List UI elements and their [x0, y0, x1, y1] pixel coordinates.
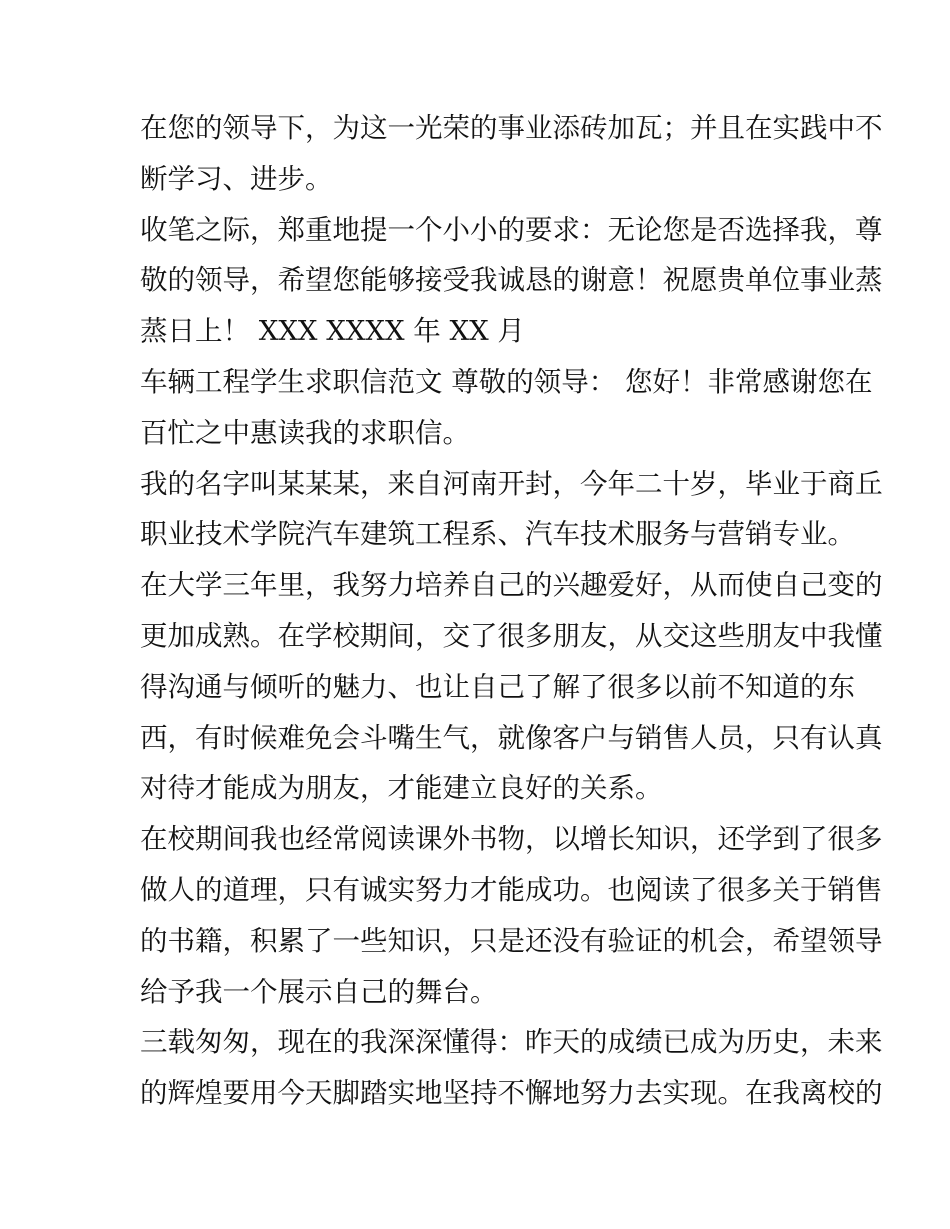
- text-line: 职业技术学院汽车建筑工程系、汽车技术服务与营销专业。: [140, 518, 855, 551]
- text-line: 西，有时候难免会斗嘴生气，就像客户与销售人员，只有认真: [140, 721, 883, 754]
- text-line: 的辉煌要用今天脚踏实地坚持不懈地努力去实现。在我离校的: [140, 1077, 883, 1110]
- text-line: 我的名字叫某某某，来自河南开封，今年二十岁，毕业于商丘: [140, 467, 883, 500]
- text-line: 更加成熟。在学校期间，交了很多朋友，从交这些朋友中我懂: [140, 620, 883, 652]
- text-line: 三载匆匆，现在的我深深懂得：昨天的成绩已成为历史，未来: [140, 1026, 883, 1059]
- text-line: 得沟通与倾听的魅力、也让自己了解了很多以前不知道的东: [140, 670, 855, 703]
- text-line: 给予我一个展示自己的舞台。: [140, 975, 498, 1008]
- text-line: 在大学三年里，我努力培养自己的兴趣爱好，从而使自己变的: [140, 569, 883, 602]
- text-line: 车辆工程学生求职信范文 尊敬的领导： 您好！非常感谢您在: [140, 366, 873, 398]
- text-line: 做人的道理，只有诚实努力才能成功。也阅读了很多关于销售: [140, 874, 883, 906]
- text-line: 敬的领导，希望您能够接受我诚恳的谢意！祝愿贵单位事业蒸: [140, 264, 883, 297]
- text-line: 断学习、进步。: [140, 162, 333, 195]
- text-line: 在校期间我也经常阅读课外书物，以增长知识，还学到了很多: [140, 823, 883, 856]
- text-line: 的书籍，积累了一些知识，只是还没有验证的机会，希望领导: [140, 924, 883, 957]
- text-line: 对待才能成为朋友，才能建立良好的关系。: [140, 772, 663, 805]
- text-line: 蒸日上！ XXX XXXX 年 XX 月: [140, 315, 525, 348]
- text-line: 在您的领导下，为这一光荣的事业添砖加瓦；并且在实践中不: [140, 112, 883, 144]
- text-line: 收笔之际，郑重地提一个小小的要求：无论您是否选择我，尊: [140, 213, 883, 246]
- text-line: 百忙之中惠读我的求职信。: [140, 416, 470, 449]
